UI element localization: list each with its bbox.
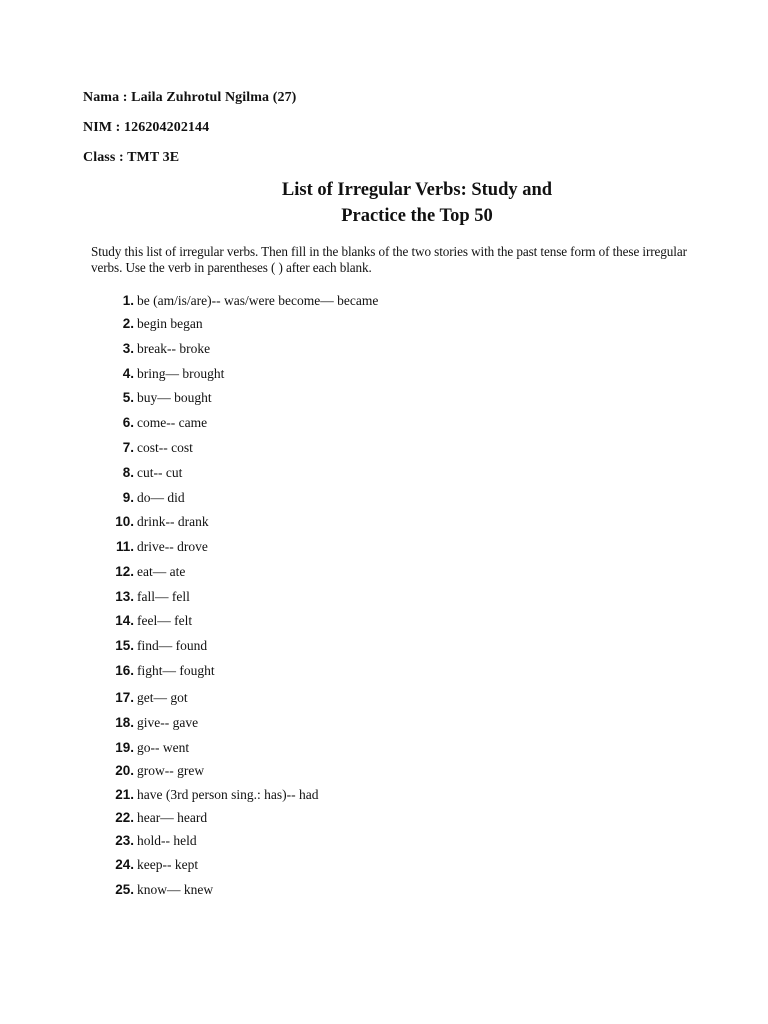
verb-item-number: 2. <box>122 316 134 331</box>
verb-item-number: 12. <box>115 564 134 579</box>
verb-item-text: hold-- held <box>137 833 197 848</box>
verb-item-number: 5. <box>122 390 134 405</box>
verb-item-number: 9. <box>122 490 134 505</box>
instructions-paragraph: Study this list of irregular verbs. Then fill in the blanks of the two stories with the past tense form of these irregular verbs. Use the verb in parentheses ( ) after each blank. <box>91 244 687 275</box>
verb-item-text: drive-- drove <box>137 539 208 554</box>
verb-item-number: 10. <box>115 514 134 529</box>
verb-item-text: grow-- grew <box>137 763 205 778</box>
page-title-line-1: List of Irregular Verbs: Study and <box>281 180 553 200</box>
verb-item-number: 1. <box>122 293 134 308</box>
verb-item-text: break-- broke <box>137 341 211 356</box>
verb-item-text: buy— bought <box>137 390 212 405</box>
verb-item-number: 22. <box>115 810 134 825</box>
verb-item-text: go-- went <box>137 740 190 755</box>
verb-item-number: 18. <box>115 715 134 730</box>
verb-item-text: bring— brought <box>137 366 225 381</box>
verb-item-text: eat— ate <box>137 564 186 579</box>
verb-item-number: 13. <box>115 589 134 604</box>
student-nim: NIM : 126204202144 <box>83 120 210 135</box>
verb-item-text: cut-- cut <box>137 465 183 480</box>
verb-item-number: 15. <box>115 638 134 653</box>
verb-item-number: 19. <box>115 740 134 755</box>
verb-item-text: hear— heard <box>137 810 208 825</box>
verb-item-number: 20. <box>115 763 134 778</box>
verb-item-text: feel— felt <box>137 613 193 628</box>
verb-item-number: 11. <box>115 539 134 554</box>
verb-item-text: cost-- cost <box>137 440 193 455</box>
student-class: Class : TMT 3E <box>83 150 180 165</box>
verb-item-text: drink-- drank <box>137 514 209 529</box>
verb-item-number: 25. <box>115 882 134 897</box>
verb-item-number: 16. <box>115 663 134 678</box>
verb-item-text: come-- came <box>137 415 208 430</box>
verb-item-number: 24. <box>115 857 134 872</box>
verb-item-number: 4. <box>122 366 134 381</box>
verb-item-text: find— found <box>137 638 208 653</box>
verb-item-text: be (am/is/are)-- was/were become— became <box>137 293 379 308</box>
verb-item-number: 17. <box>115 690 134 705</box>
verb-item-number: 6. <box>122 415 134 430</box>
verb-item-number: 3. <box>122 341 134 356</box>
verb-item-number: 7. <box>122 440 134 455</box>
verb-item-text: keep-- kept <box>137 857 199 872</box>
verb-item-text: fall— fell <box>137 589 190 604</box>
page-title-line-2: Practice the Top 50 <box>341 206 493 226</box>
verb-item-text: know— knew <box>137 882 214 897</box>
verb-item-number: 21. <box>115 787 134 802</box>
verb-item-text: do— did <box>137 490 185 505</box>
verb-item-number: 23. <box>115 833 134 848</box>
verb-item-text: fight— fought <box>137 663 215 678</box>
verb-item-text: give-- gave <box>137 715 199 730</box>
verb-item-text: have (3rd person sing.: has)-- had <box>137 787 319 802</box>
verb-item-text: begin began <box>137 316 203 331</box>
verb-item-number: 8. <box>122 465 134 480</box>
verb-item-number: 14. <box>115 613 134 628</box>
student-name: Nama : Laila Zuhrotul Ngilma (27) <box>83 90 297 105</box>
verb-item-text: get— got <box>137 690 188 705</box>
